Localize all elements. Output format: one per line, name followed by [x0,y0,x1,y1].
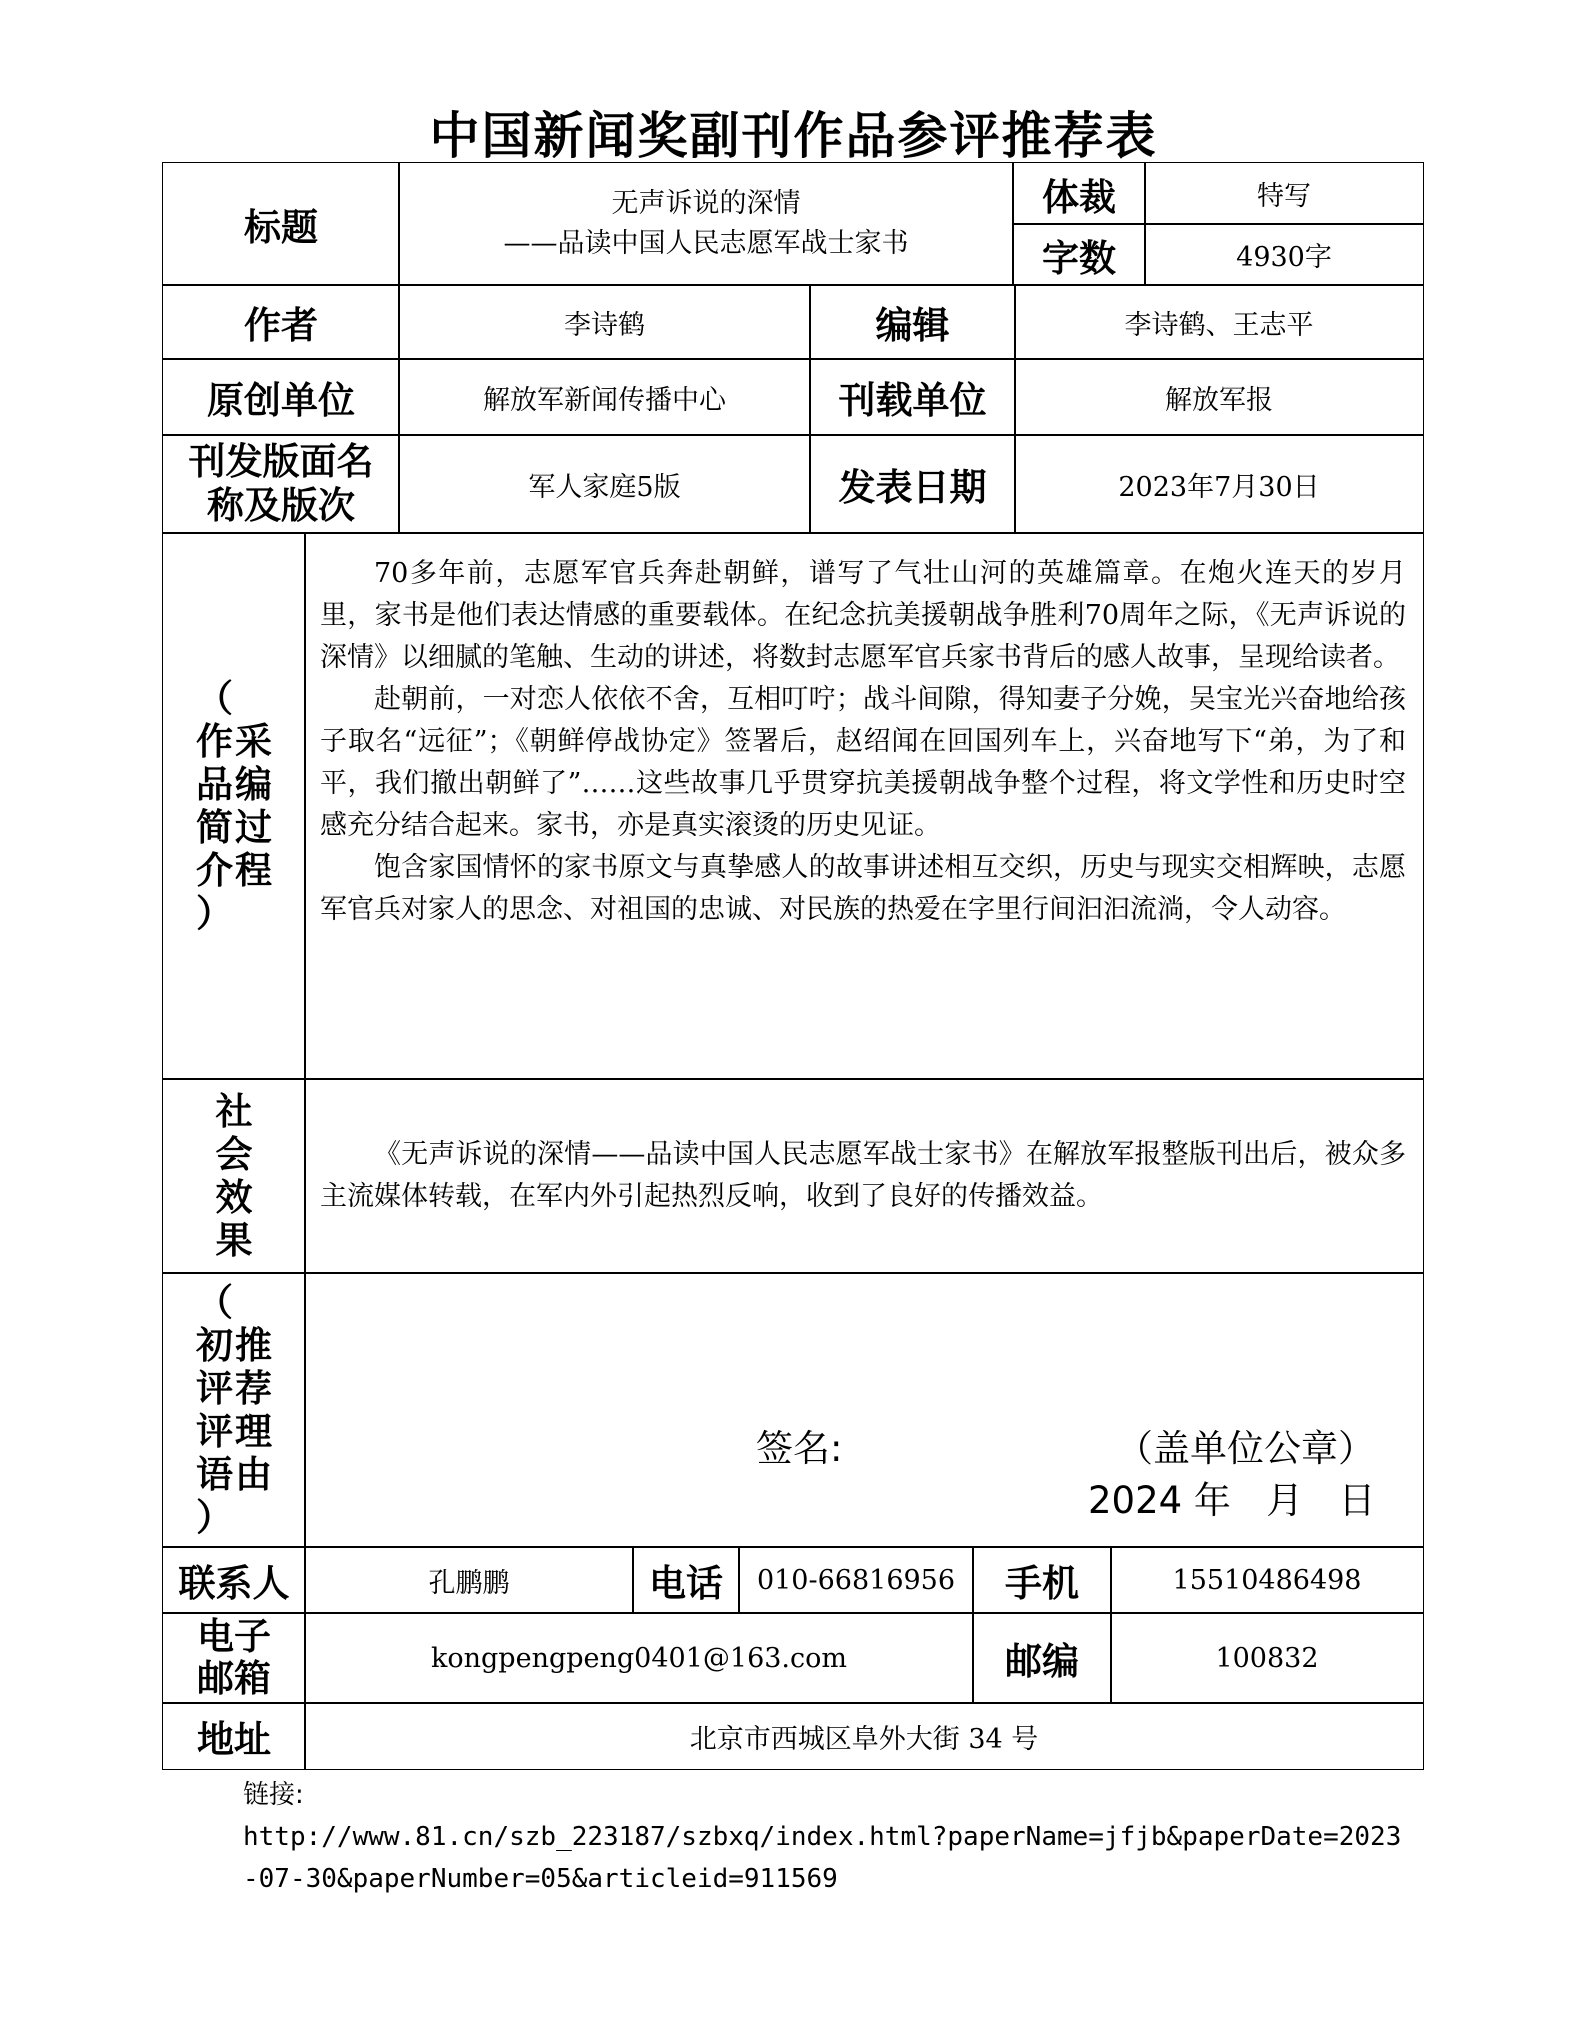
contact-label: 联系人 [162,1546,306,1614]
genre-value: 特写 [1144,162,1424,225]
intro-label [162,532,306,1080]
origin-unit-label: 原创单位 [162,358,400,436]
publish-unit-label: 刊载单位 [809,358,1016,436]
title-label: 标题 [162,162,400,286]
seal-label: （盖单位公章） [1116,1427,1375,1470]
email-label: 电子 邮箱 [162,1612,306,1704]
link-url[interactable]: http://www.81.cn/szb_223187/szbxq/index.html?paperName=jfjb&paperDate=2023-07-30&paperNumber=05&articleid=911569 [243,1822,1402,1894]
mobile-label: 手机 [972,1546,1112,1614]
word-count-label: 字数 [1012,223,1146,286]
social-effect-label: 社 会 效 果 [162,1078,306,1274]
document-title: 中国新闻奖副刊作品参评推荐表 [429,106,1158,165]
publish-date-value: 2023年7月30日 [1014,434,1424,534]
origin-unit-value: 解放军新闻传播中心 [398,358,811,436]
mobile-value: 15510486498 [1110,1546,1424,1614]
review-date: 2024 年 月 日 [1088,1479,1376,1522]
title-line-2: ——品读中国人民志愿军战士家书 [503,228,909,259]
editor-label: 编辑 [809,284,1016,360]
address-label: 地址 [162,1702,306,1770]
intro-paragraph: 70多年前，志愿军官兵奔赴朝鲜，谱写了气壮山河的英雄篇章。在炮火连天的岁月里，家书是他们表达情感的重要载体。在纪念抗美援朝战争胜利70周年之际，《无声诉说的深情》以细腻的笔触、生动的讲述，将数封志愿军官兵家书背后的感人故事，呈现给读者。 [320,558,1406,673]
intro-label-col-1: （ 作 品 简 介 ） [196,677,233,935]
page-name-value: 军人家庭5版 [398,434,811,534]
publish-date-label: 发表日期 [809,434,1016,534]
signature-label: 签名: [756,1427,843,1470]
review-label-col-2: 推 荐 理 由 [235,1324,272,1496]
intro-paragraph: 赴朝前，一对恋人依依不舍，互相叮咛；战斗间隙，得知妻子分娩，吴宝光兴奋地给孩子取名“远征”；《朝鲜停战协定》签署后，赵绍闻在回国列车上，兴奋地写下“弟，为了和平，我们撤出朝鲜了”……这些故事几乎贯穿抗美援朝战争整个过程，将文学性和历史时空感充分结合起来。家书，亦是真实滚烫的历史见证。 [320,684,1406,841]
title-value [398,162,1014,286]
address-value: 北京市西城区阜外大街 34 号 [304,1702,1424,1770]
author-value: 李诗鹤 [398,284,811,360]
intro-label-col-2: 采 编 过 程 [235,720,272,892]
phone-value: 010-66816956 [738,1546,974,1614]
contact-value: 孔鹏鹏 [304,1546,634,1614]
intro-paragraph: 饱含家国情怀的家书原文与真挚感人的故事讲述相互交织，历史与现实交相辉映，志愿军官兵对家人的思念、对祖国的忠诚、对民族的热爱在字里行间汩汩流淌，令人动容。 [320,852,1406,925]
page-name-label: 刊发版面名 称及版次 [162,434,400,534]
publish-unit-value: 解放军报 [1014,358,1424,436]
social-effect-content: 《无声诉说的深情——品读中国人民志愿军战士家书》在解放军报整版刊出后，被众多主流媒体转载，在军内外引起热烈反响，收到了良好的传播效益。 [320,1139,1406,1212]
author-label: 作者 [162,284,400,360]
link-label: 链接: [243,1780,304,1810]
title-line-1: 无声诉说的深情 [611,188,801,219]
genre-label: 体裁 [1012,162,1146,225]
word-count-value: 4930字 [1144,223,1424,286]
editor-value: 李诗鹤、王志平 [1014,284,1424,360]
phone-label: 电话 [632,1546,740,1614]
review-label-col-1: （ 初 评 评 语 ） [196,1281,233,1539]
postcode-value: 100832 [1110,1612,1424,1704]
email-value: kongpengpeng0401@163.com [304,1612,974,1704]
intro-content [320,553,1406,931]
postcode-label: 邮编 [972,1612,1112,1704]
review-label [162,1272,306,1548]
